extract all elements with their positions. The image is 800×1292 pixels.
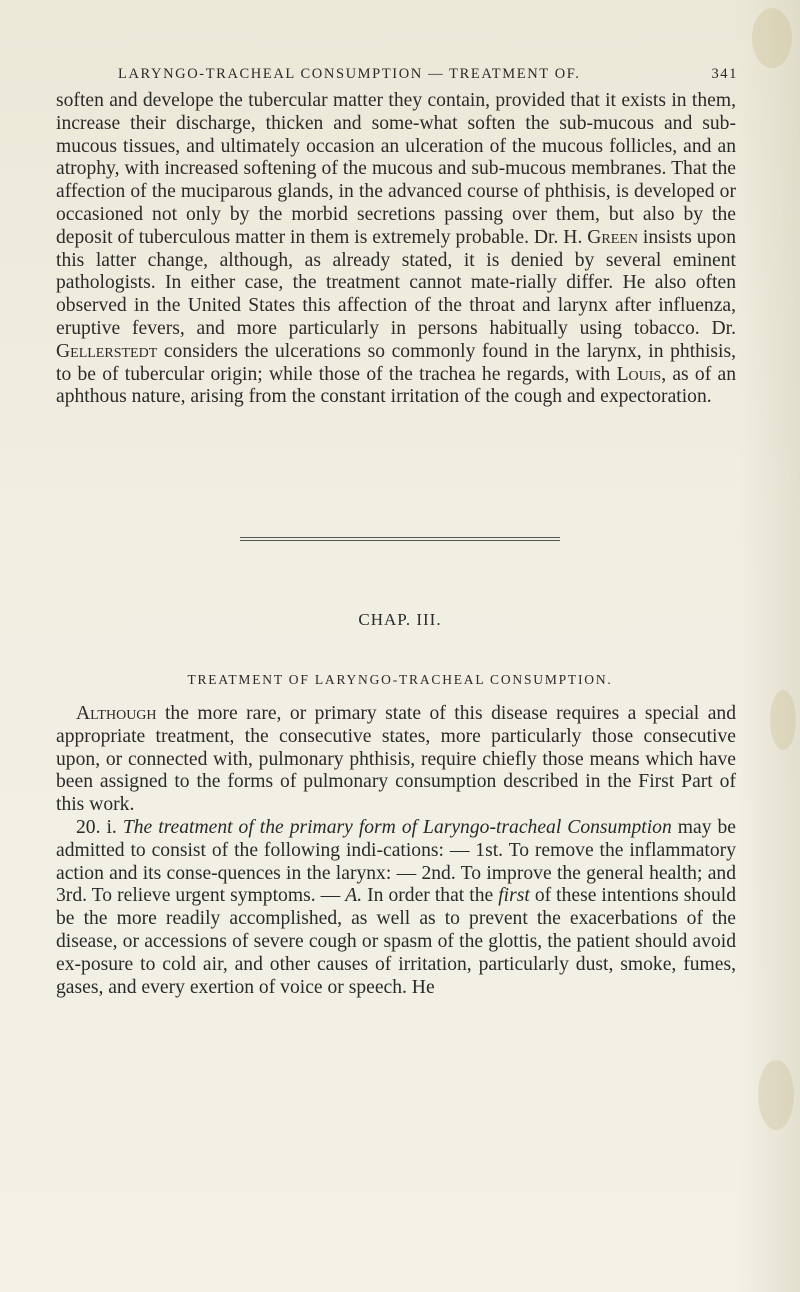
running-title: LARYNGO-TRACHEAL CONSUMPTION — TREATMENT OF. — [118, 66, 581, 82]
chapter-body — [56, 703, 736, 999]
chapter-title: CHAP. III. — [358, 610, 442, 629]
running-header — [118, 66, 738, 83]
author-name: Green — [587, 226, 638, 248]
chapter-subtitle: TREATMENT OF LARYNGO-TRACHEAL CONSUMPTION. — [187, 672, 613, 687]
drop-word: Although — [76, 703, 157, 724]
page-number: 341 — [711, 66, 738, 82]
author-name: Louis — [616, 363, 662, 385]
foxing-stain — [770, 690, 796, 750]
section-20-paragraph: 20. i. The treatment of the primary form of Laryngo-tracheal Consumption may be admitted to consist of the following indi-cations: — 1st. To remove the inflammatory action and its conse-quences in the larynx: — 2nd. To improve the general health; and 3rd. To relieve urgent symptoms. — A. In order that the first of these intentions should be the more readily accomplished, as well as to prevent the exacerbations of the disease, or accessions of severe cough or spasm of the glottis, the patient should avoid ex-posure to cold air, and other causes of irritation, particularly dust, smoke, fumes, gases, and every exertion of voice or speech. He — [56, 816, 736, 998]
intro-paragraph: Although the more rare, or primary state of this disease requires a special and appropriate treatment, the consecutive states, more particularly those consecutive upon, or connected with, pulmonary phthisis, require chiefly those means which have been assigned to the forms of pulmonary consumption described in the First Part of this work. — [56, 703, 736, 816]
author-name: Gellerstedt — [56, 340, 158, 362]
foxing-stain — [752, 8, 792, 68]
section-heading: The treatment of the primary form of Laryngo-tracheal Consumption — [122, 816, 672, 838]
paragraph-continued: soften and develope the tubercular matter they contain, provided that it exists in them, increase their discharge, thicken and some-what soften the sub-mucous and sub-mucous tissues, and ultimately occasion an ulceration of the mucous follicles, and an atrophy, with increased softening of the mucous and sub-mucous membranes. That the affection of the muciparous glands, in the advanced course of phthisis, is developed or occasioned not only by the morbid secretions passing over them, but also by the deposit of tuberculous matter in them is extremely probable. Dr. H. Green insists upon this latter change, although, as already stated, it is denied by several eminent pathologists. In either case, the treatment cannot mate-rially differ. He also often observed in the United States this affection of the throat and larynx after influenza, eruptive fevers, and more particularly in persons habitually using tobacco. Dr. Gellerstedt considers the ulcerations so commonly found in the larynx, in phthisis, to be of tubercular origin; while those of the trachea he regards, with Louis, as of an aphthous nature, arising from the constant irritation of the cough and expectoration. — [56, 90, 736, 408]
section-divider — [240, 537, 560, 541]
foxing-stain — [758, 1060, 794, 1130]
